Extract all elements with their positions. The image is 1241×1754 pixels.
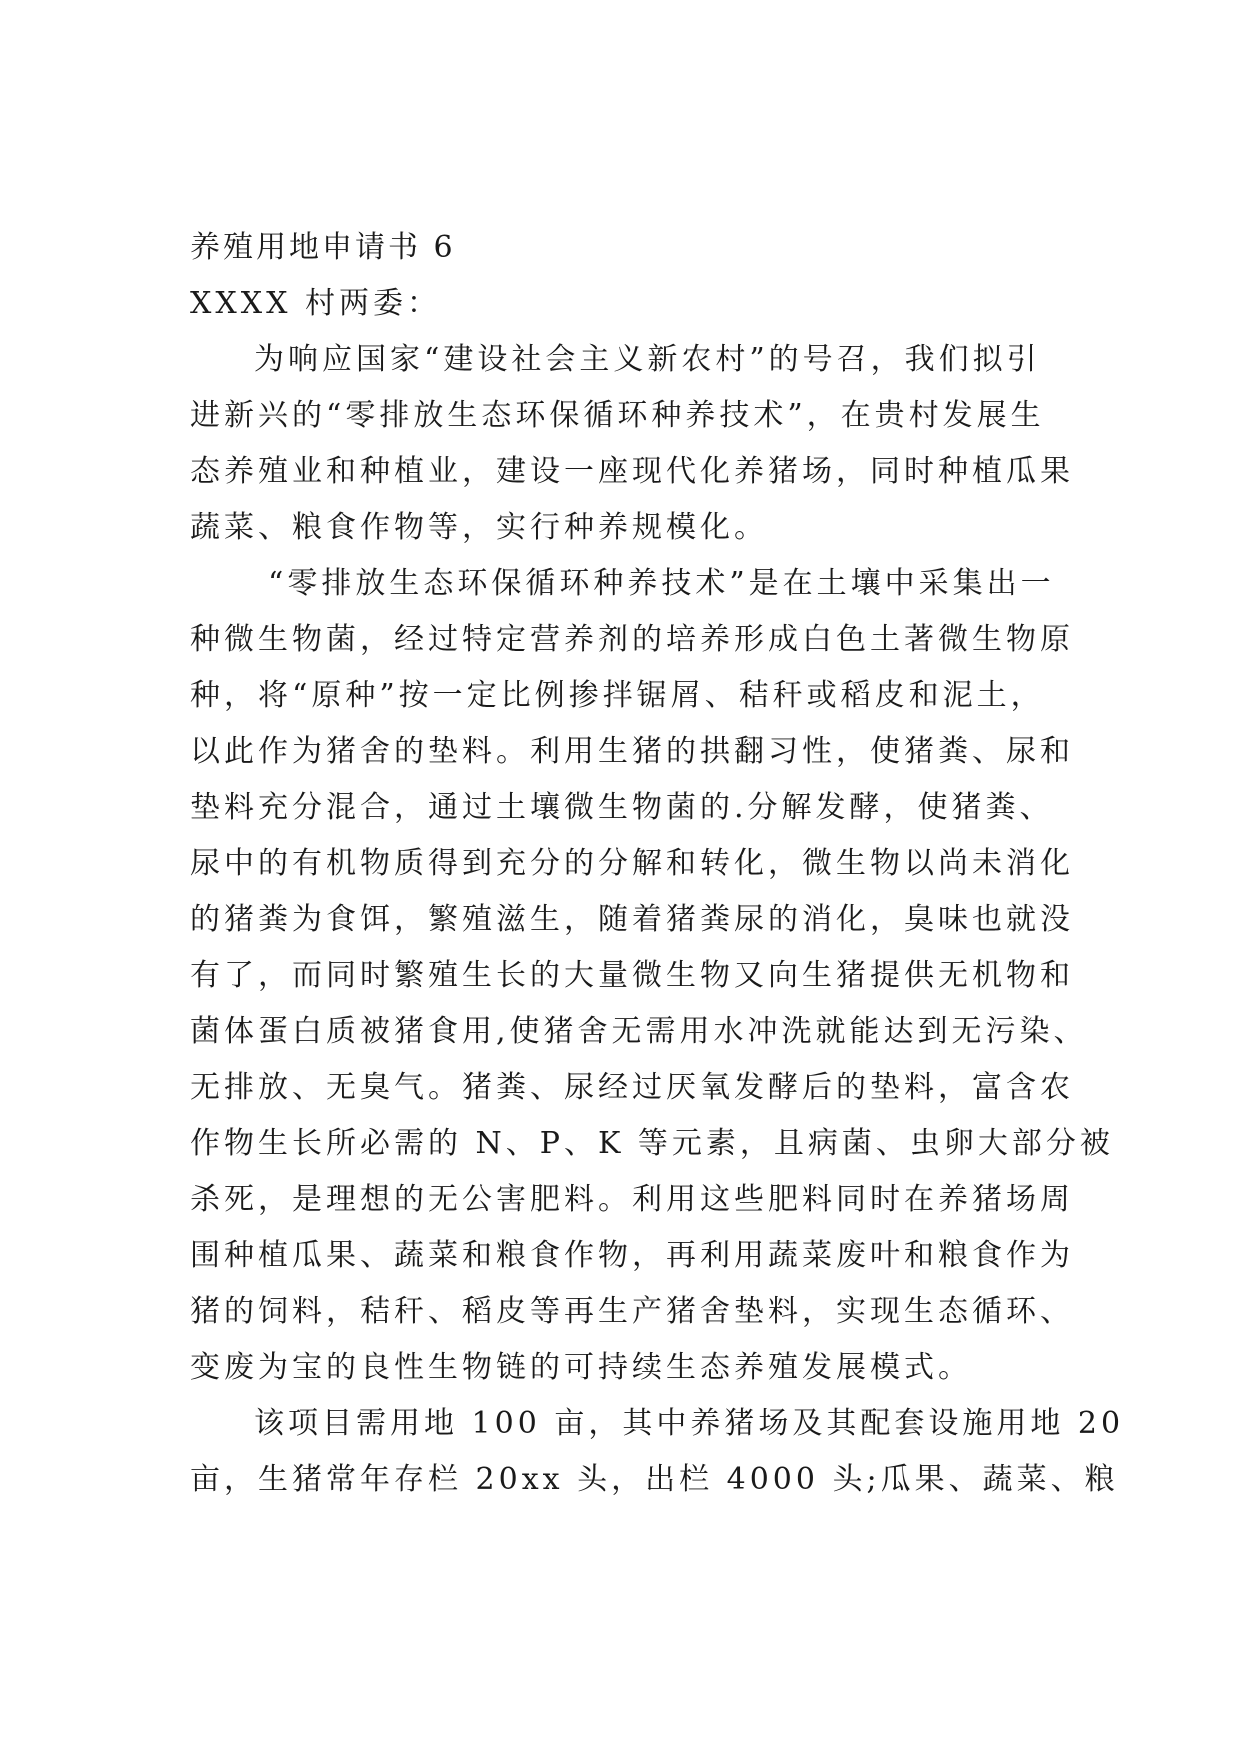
text-line: 无排放、无臭气。猪粪、尿经过厌氧发酵后的垫料，富含农 (190, 1070, 1074, 1105)
text-line: 态养殖业和种植业，建设一座现代化养猪场，同时种植瓜果 (190, 454, 1074, 489)
text-line: 菌体蛋白质被猪食用,使猪舍无需用水冲洗就能达到无污染、 (190, 1014, 1088, 1049)
document-body (190, 220, 1125, 1508)
text-line: 以此作为猪舍的垫料。利用生猪的拱翻习性，使猪粪、尿和 (190, 734, 1074, 769)
text-line: 围种植瓜果、蔬菜和粮食作物，再利用蔬菜废叶和粮食作为 (190, 1238, 1074, 1273)
body-text (190, 332, 1125, 1508)
text-line: 种微生物菌，经过特定营养剂的培养形成白色土著微生物原 (190, 622, 1074, 657)
text-line: 种，将“原种”按一定比例掺拌锯屑、秸秆或稻皮和泥土， (190, 678, 1045, 713)
text-line: 作物生长所必需的 N、P、K 等元素，且病菌、虫卵大部分被 (190, 1126, 1114, 1161)
text-line: 垫料充分混合，通过土壤微生物菌的.分解发酵，使猪粪、 (190, 790, 1054, 825)
text-line: 亩，生猪常年存栏 20xx 头，出栏 4000 头;瓜果、蔬菜、粮 (190, 1462, 1119, 1497)
text-line: “零排放生态环保循环种养技术”是在土壤中采集出一 (268, 566, 1055, 601)
text-line: 有了，而同时繁殖生长的大量微生物又向生猪提供无机物和 (190, 958, 1074, 993)
text-line: 杀死，是理想的无公害肥料。利用这些肥料同时在养猪场周 (190, 1182, 1074, 1217)
text-line: 该项目需用地 100 亩，其中养猪场及其配套设施用地 20 (254, 1406, 1125, 1441)
text-line: 尿中的有机物质得到充分的分解和转化，微生物以尚未消化 (190, 846, 1074, 881)
text-line: 蔬菜、粮食作物等，实行种养规模化。 (190, 510, 768, 545)
text-line: 猪的饲料，秸秆、稻皮等再生产猪舍垫料，实现生态循环、 (190, 1294, 1074, 1329)
salutation: XXXX 村两委： (190, 286, 441, 321)
text-line: 的猪粪为食饵，繁殖滋生，随着猪粪尿的消化，臭味也就没 (190, 902, 1074, 937)
document-title: 养殖用地申请书 6 (190, 230, 456, 265)
text-line: 变废为宝的良性生物链的可持续生态养殖发展模式。 (190, 1350, 972, 1385)
text-line: 为响应国家“建设社会主义新农村”的号召，我们拟引 (254, 342, 1041, 377)
text-line: 进新兴的“零排放生态环保循环种养技术”，在贵村发展生 (190, 398, 1045, 433)
